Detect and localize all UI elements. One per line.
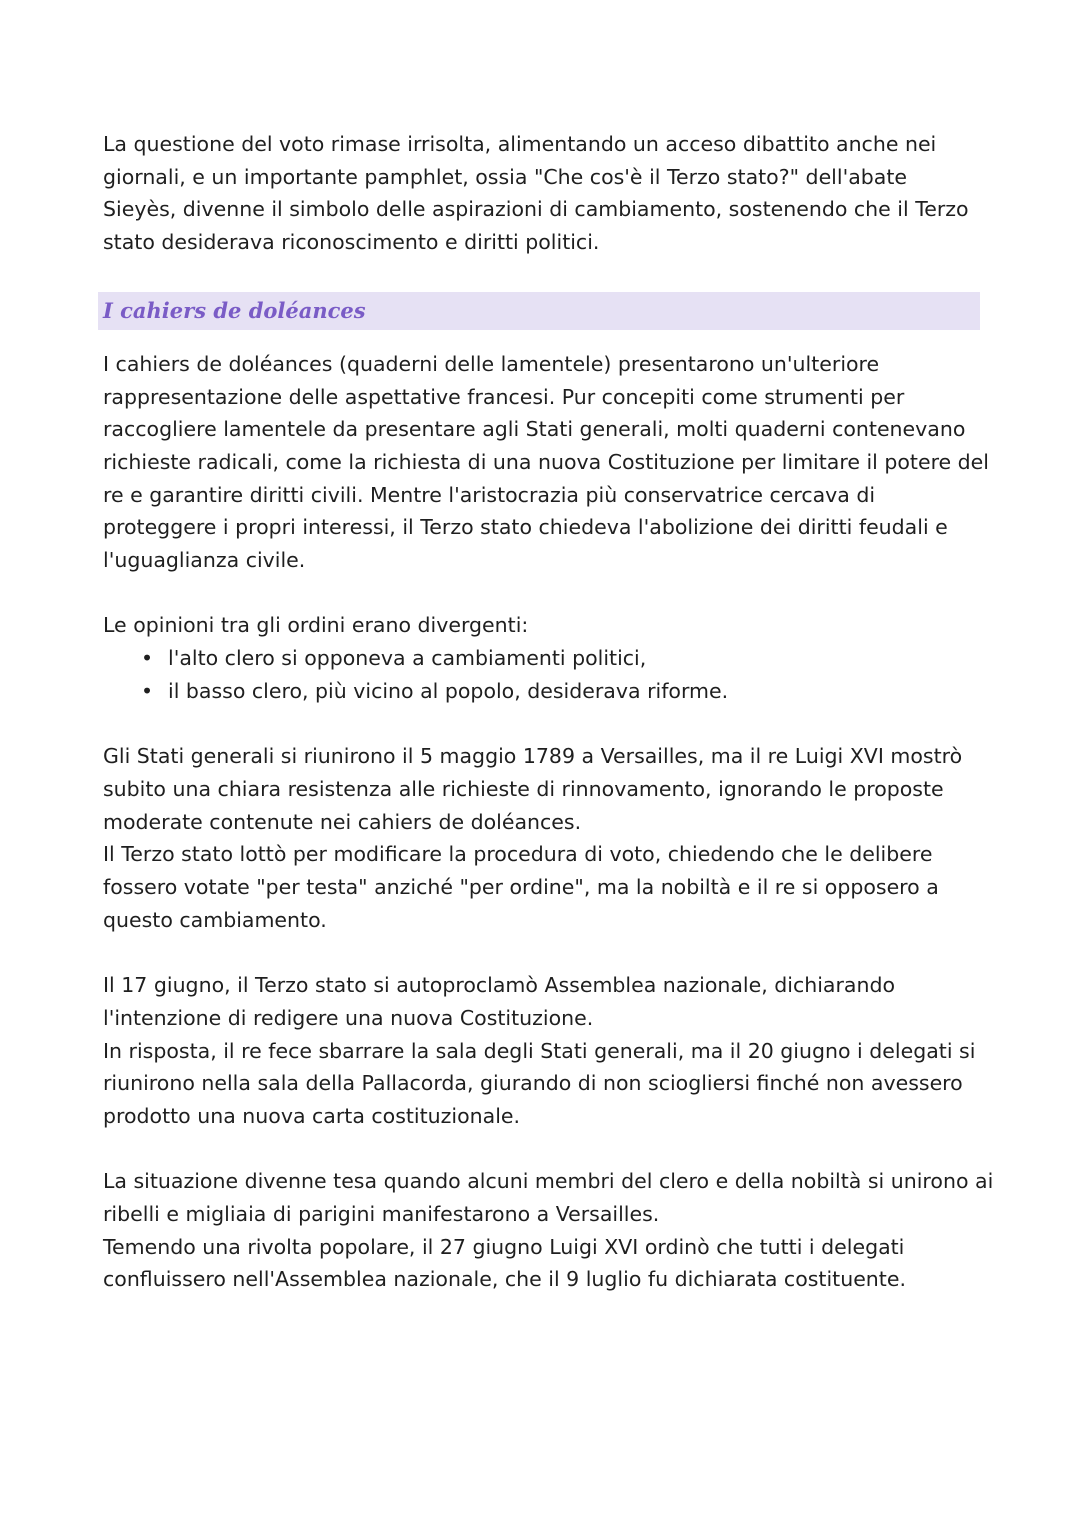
text-line: prodotto una nuova carta costituzionale. bbox=[103, 1103, 521, 1128]
text-line: l'intenzione di redigere una nuova Costituzione. bbox=[103, 1005, 594, 1030]
text-line: richieste radicali, come la richiesta di una nuova Costituzione per limitare il potere del bbox=[103, 449, 989, 474]
text-line: fossero votate "per testa" anziché "per ordine", ma la nobiltà e il re si opposero a bbox=[103, 875, 939, 900]
situazione-paragraph bbox=[103, 1165, 994, 1296]
text-line: Sieyès, divenne il simbolo delle aspirazioni di cambiamento, sostenendo che il Terzo bbox=[103, 197, 969, 222]
text-line: Gli Stati generali si riunirono il 5 maggio 1789 a Versailles, ma il re Luigi XVI mostrò bbox=[103, 744, 963, 769]
text-line: l'uguaglianza civile. bbox=[103, 548, 306, 573]
assemblea-paragraph bbox=[103, 969, 983, 1133]
spacer bbox=[103, 577, 983, 610]
text-line: ribelli e migliaia di parigini manifestarono a Versailles. bbox=[103, 1202, 660, 1227]
text-line: La questione del voto rimase irrisolta, alimentando un acceso dibattito anche nei bbox=[103, 132, 937, 156]
text-line: I cahiers de doléances (quaderni delle lamentele) presentarono un'ulteriore bbox=[103, 351, 880, 376]
text-line: Temendo una rivolta popolare, il 27 giugno Luigi XVI ordinò che tutti i delegati bbox=[103, 1234, 905, 1259]
document-page bbox=[103, 128, 994, 1296]
text-line: moderate contenute nei cahiers de doléances. bbox=[103, 809, 582, 834]
cahiers-paragraph bbox=[103, 348, 989, 577]
text-line: riunirono nella sala della Pallacorda, giurando di non sciogliersi finché non avessero bbox=[103, 1071, 963, 1096]
text-line: Le opinioni tra gli ordini erano divergenti: bbox=[103, 613, 529, 638]
list-item bbox=[103, 675, 983, 708]
list-item-text: l'alto clero si opponeva a cambiamenti politici, bbox=[168, 646, 647, 671]
bullet-icon: • bbox=[140, 646, 154, 671]
text-line: raccogliere lamentele da presentare agli Stati generali, molti quaderni contenevano bbox=[103, 417, 966, 442]
text-line: re e garantire diritti civili. Mentre l'aristocrazia più conservatrice cercava di bbox=[103, 482, 876, 507]
list-item bbox=[103, 642, 983, 675]
text-line: subito una chiara resistenza alle richieste di rinnovamento, ignorando le proposte bbox=[103, 776, 944, 801]
text-line: proteggere i propri interessi, il Terzo stato chiedeva l'abolizione dei diritti feudali e bbox=[103, 515, 948, 540]
section-heading: I cahiers de doléances bbox=[103, 298, 366, 323]
text-line: rappresentazione delle aspettative francesi. Pur concepiti come strumenti per bbox=[103, 384, 905, 409]
spacer bbox=[103, 936, 983, 969]
text-line: In risposta, il re fece sbarrare la sala degli Stati generali, ma il 20 giugno i delegati si bbox=[103, 1038, 976, 1063]
text-line: confluissero nell'Assemblea nazionale, che il 9 luglio fu dichiarata costituente. bbox=[103, 1267, 906, 1292]
text-line: stato desiderava riconoscimento e diritti politici. bbox=[103, 230, 600, 255]
opinions-list bbox=[103, 642, 983, 707]
bullet-icon: • bbox=[140, 678, 154, 703]
spacer bbox=[103, 1133, 983, 1166]
stati-generali-paragraph bbox=[103, 740, 983, 936]
text-line: questo cambiamento. bbox=[103, 907, 327, 932]
spacer bbox=[103, 708, 983, 741]
intro-paragraph bbox=[103, 128, 983, 259]
text-line: Il Terzo stato lottò per modificare la procedura di voto, chiedendo che le delibere bbox=[103, 842, 933, 867]
list-item-text: il basso clero, più vicino al popolo, desiderava riforme. bbox=[168, 678, 729, 703]
list-intro bbox=[103, 609, 983, 642]
text-line: La situazione divenne tesa quando alcuni membri del clero e della nobiltà si unirono ai bbox=[103, 1169, 994, 1194]
text-line: giornali, e un importante pamphlet, ossia "Che cos'è il Terzo stato?" dell'abate bbox=[103, 164, 907, 189]
text-line: Il 17 giugno, il Terzo stato si autoproclamò Assemblea nazionale, dichiarando bbox=[103, 973, 896, 998]
spacer bbox=[103, 259, 983, 348]
